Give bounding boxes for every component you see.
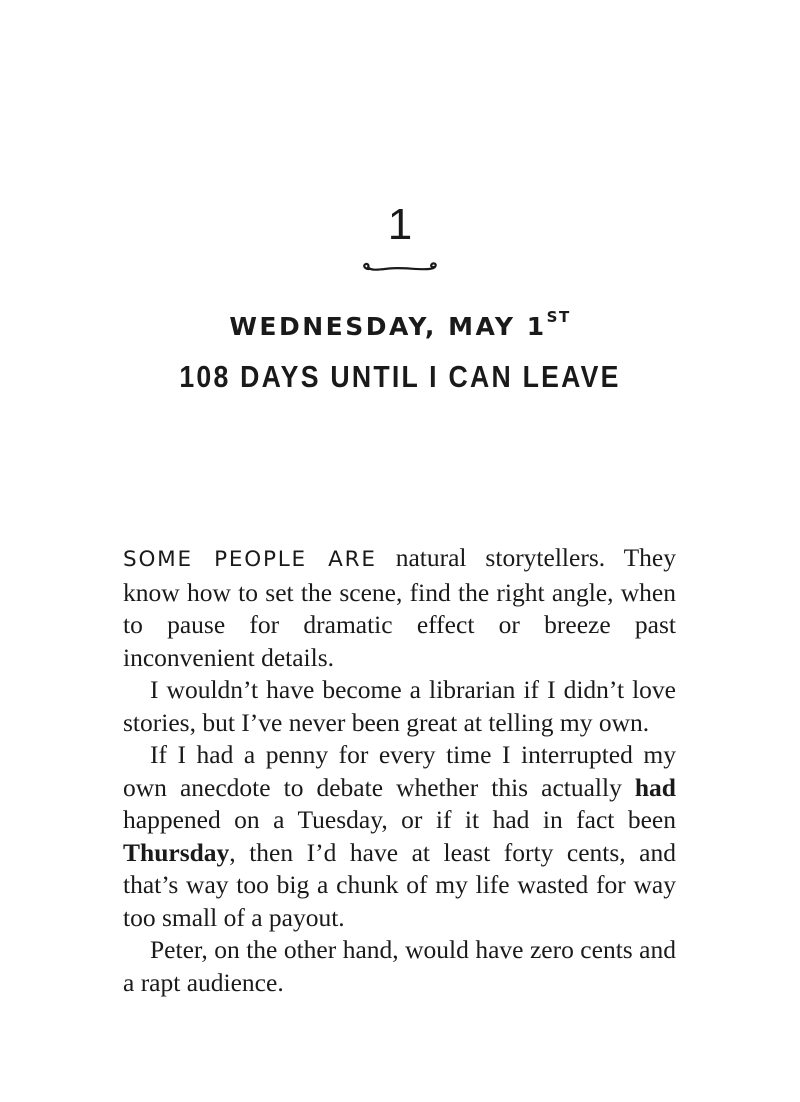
paragraph-3-part-1: If I had a penny for every time I interrupted my own anecdote to debate whether this actually xyxy=(123,740,676,802)
paragraph-2: I wouldn’t have become a librarian if I didn’t love stories, but I’ve never been great at telling my own. xyxy=(123,675,676,737)
chapter-date-text: WEDNESDAY, MAY 1 xyxy=(229,312,547,341)
chapter-number: 1 xyxy=(387,200,413,249)
lead-in-smallcaps: SOME PEOPLE ARE xyxy=(123,547,377,572)
flourish-ornament-icon xyxy=(359,256,441,280)
chapter-date-suffix: ST xyxy=(546,307,571,326)
paragraph-1-text: natural storytellers. They know how to set the scene, find the right angle, when to pause for dramatic effect or breeze past inconvenient details. xyxy=(123,543,676,672)
chapter-subtitle: 108 DAYS UNTIL I CAN LEAVE xyxy=(179,359,621,394)
paragraph-3-part-2: happened on a Tuesday, or if it had in fact been xyxy=(123,805,676,834)
emphasis-thursday: Thursday xyxy=(123,837,230,867)
paragraph-3 xyxy=(123,739,676,934)
paragraph-1 xyxy=(123,542,676,674)
emphasis-had: had xyxy=(634,772,676,802)
chapter-body xyxy=(123,542,676,999)
paragraph-4: Peter, on the other hand, would have zero cents and a rapt audience. xyxy=(123,935,676,997)
chapter-date xyxy=(0,309,800,345)
paragraph-3-part-3: , then I’d have at least forty cents, and that’s way too big a chunk of my life wasted for way too small of a payout. xyxy=(123,837,676,932)
